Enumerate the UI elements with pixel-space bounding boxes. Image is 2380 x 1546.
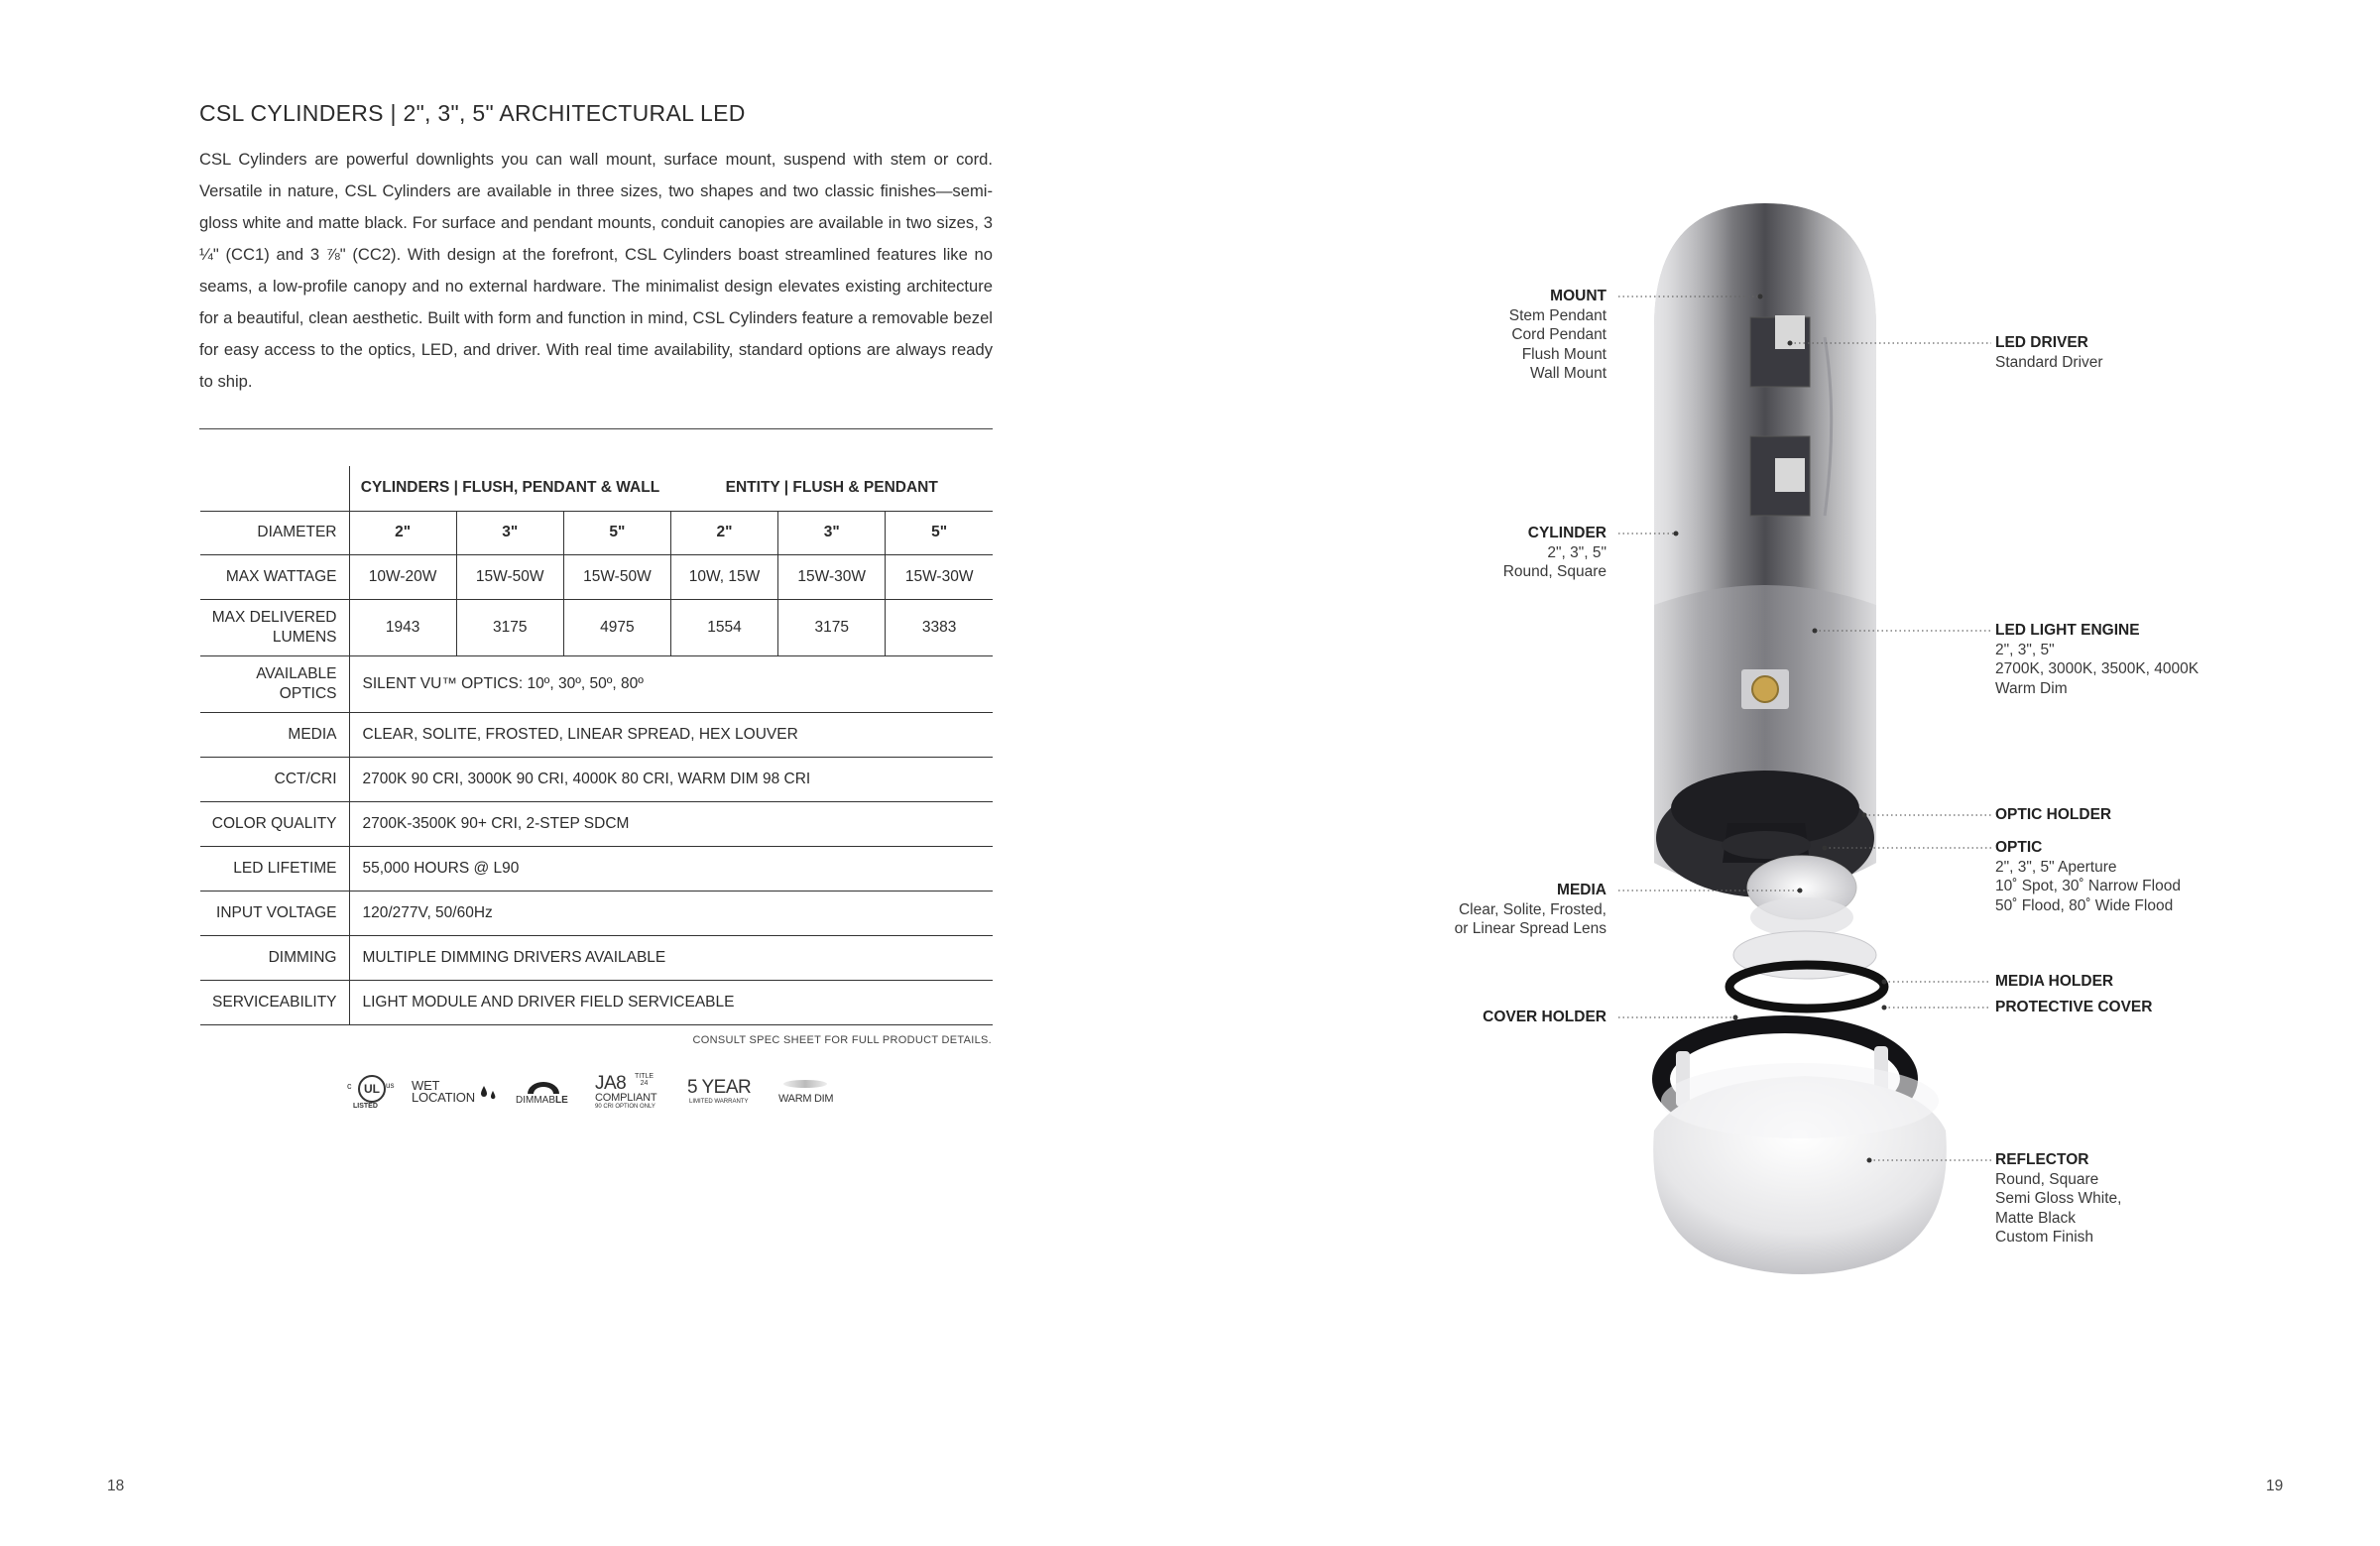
label-line: Clear, Solite, Frosted,	[1458, 900, 1606, 918]
label-title: LED LIGHT ENGINE	[1995, 622, 2140, 639]
label-line: Cord Pendant	[1511, 326, 1606, 343]
row-label: DIMMING	[200, 935, 349, 980]
label-title: CYLINDER	[1527, 525, 1606, 541]
ja8-compliant: COMPLIANT	[595, 1092, 657, 1104]
intro-paragraph: CSL Cylinders are powerful downlights you can wall mount, surface mount, suspend with stem or cord. Versatile in nature, CSL Cylinders are available in three sizes, two shapes and two classic finishes—semi-gloss white and matte black. For surface and pendant mounts, conduit canopies are available in two sizes, 3 ¼" (CC1) and 3 ⅞" (CC2). With design at the forefront, CSL Cylinders boast streamlined features like no seams, a low-profile canopy and no external hardware. The minimalist design elevates existing architecture for a beautiful, clean aesthetic. Built with form and function in mind, CSL Cylinders feature a removable bezel for easy access to the optics, LED, and driver. With real time availability, standard options are always ready to ship.	[199, 150, 993, 391]
wet-location-icon	[410, 1073, 499, 1109]
row-label: SERVICEABILITY	[200, 980, 349, 1024]
label-media	[1455, 881, 1606, 939]
table-cell: 2"	[349, 511, 456, 554]
row-label: INPUT VOLTAGE	[200, 891, 349, 935]
table-cell: LIGHT MODULE AND DRIVER FIELD SERVICEABLE	[349, 980, 993, 1024]
dimmable-a: DIMMAB	[516, 1095, 555, 1106]
label-title: OPTIC	[1995, 839, 2043, 856]
row-label: LED LIFETIME	[200, 846, 349, 891]
label-line: or Linear Spread Lens	[1454, 920, 1606, 937]
table-row	[200, 801, 993, 846]
table-cell: 15W-50W	[563, 554, 670, 599]
table-cell: 15W-30W	[886, 554, 993, 599]
table-cell: 2700K 90 CRI, 3000K 90 CRI, 4000K 80 CRI, WARM DIM 98 CRI	[349, 757, 993, 801]
ul-c: c	[347, 1081, 352, 1091]
warranty-big: 5 YEAR	[687, 1077, 752, 1098]
table-cell: 15W-30W	[778, 554, 886, 599]
table-row	[200, 757, 993, 801]
label-line: Flush Mount	[1521, 345, 1606, 363]
label-optic	[1995, 838, 2181, 915]
ja8-title: TITLE	[635, 1073, 654, 1080]
wet-line2: LOCATION	[412, 1090, 475, 1105]
ja8-note: 90 CRI OPTION ONLY	[595, 1104, 655, 1110]
label-led-driver	[1995, 333, 2103, 372]
row-label-line: AVAILABLE	[256, 664, 337, 682]
label-led-light-engine	[1995, 621, 2199, 698]
consult-note: CONSULT SPEC SHEET FOR FULL PRODUCT DETAILS.	[692, 1034, 992, 1046]
page-title: CSL CYLINDERS | 2", 3", 5" ARCHITECTURAL LED	[199, 100, 746, 126]
row-label-lumens	[200, 599, 349, 655]
label-cylinder	[1503, 524, 1606, 582]
row-label: CCT/CRI	[200, 757, 349, 801]
table-row	[200, 980, 993, 1024]
table-row	[200, 712, 993, 757]
table-cell: 4975	[563, 599, 670, 655]
table-row	[200, 599, 993, 655]
warranty-small: LIMITED WARRANTY	[689, 1099, 749, 1105]
warm-dim-label: WARM DIM	[778, 1093, 834, 1105]
label-reflector	[1995, 1150, 2121, 1248]
table-cell: 2"	[670, 511, 777, 554]
label-title: REFLECTOR	[1995, 1151, 2089, 1168]
label-line: Stem Pendant	[1508, 306, 1606, 324]
row-label-line: OPTICS	[279, 684, 337, 702]
ja8-mark: JA8	[595, 1073, 627, 1094]
table-row	[200, 935, 993, 980]
label-line: 50˚ Flood, 80˚ Wide Flood	[1995, 896, 2174, 914]
table-cell: 3175	[456, 599, 563, 655]
label-title: LED DRIVER	[1995, 334, 2088, 351]
ul-listed: LISTED	[353, 1103, 378, 1110]
group-header-entity: ENTITY | FLUSH & PENDANT	[670, 466, 993, 511]
ul-us: us	[386, 1081, 395, 1090]
label-line: 2", 3", 5"	[1995, 641, 2055, 658]
label-title: COVER HOLDER	[1483, 1009, 1606, 1025]
row-label: MEDIA	[200, 712, 349, 757]
table-cell: 3"	[456, 511, 563, 554]
label-line: Custom Finish	[1995, 1229, 2094, 1246]
label-line: 2", 3", 5"	[1547, 543, 1606, 561]
label-cover-holder	[1483, 1008, 1606, 1027]
label-line: Round, Square	[1502, 563, 1606, 580]
label-line: 2700K, 3000K, 3500K, 4000K	[1995, 660, 2200, 677]
table-cell: 3383	[886, 599, 993, 655]
row-label: COLOR QUALITY	[200, 801, 349, 846]
table-row	[200, 554, 993, 599]
water-drops-icon	[479, 1083, 499, 1103]
table-cell: 5"	[563, 511, 670, 554]
table-cell: 2700K-3500K 90+ CRI, 2-STEP SDCM	[349, 801, 993, 846]
ja8-num: 24	[640, 1080, 649, 1087]
table-corner	[200, 466, 349, 511]
row-label-optics	[200, 655, 349, 712]
label-line: 2", 3", 5" Aperture	[1995, 858, 2117, 876]
label-line: Round, Square	[1995, 1170, 2099, 1188]
table-row	[200, 846, 993, 891]
table-cell: 3"	[778, 511, 886, 554]
label-line: Warm Dim	[1995, 679, 2068, 697]
table-cell: 120/277V, 50/60Hz	[349, 891, 993, 935]
spec-table	[200, 466, 993, 1025]
label-title: MOUNT	[1550, 288, 1606, 304]
row-label-line: LUMENS	[272, 628, 337, 646]
table-cell: 1943	[349, 599, 456, 655]
table-cell: CLEAR, SOLITE, FROSTED, LINEAR SPREAD, HEX LOUVER	[349, 712, 993, 757]
label-title: MEDIA HOLDER	[1995, 973, 2114, 990]
row-label-wattage: MAX WATTAGE	[200, 554, 349, 599]
dimmable-b: LE	[555, 1095, 568, 1106]
table-cell: 5"	[886, 511, 993, 554]
table-cell: 1554	[670, 599, 777, 655]
row-label-line: MAX DELIVERED	[211, 608, 337, 626]
label-line: Wall Mount	[1530, 365, 1606, 382]
label-title: MEDIA	[1557, 882, 1606, 898]
ul-mark: UL	[358, 1075, 386, 1103]
label-line: Standard Driver	[1995, 353, 2103, 371]
warranty-icon	[686, 1073, 758, 1109]
section-divider	[199, 428, 993, 429]
row-label-diameter: DIAMETER	[200, 511, 349, 554]
group-header-cylinders: CYLINDERS | FLUSH, PENDANT & WALL	[349, 466, 670, 511]
table-cell: 10W, 15W	[670, 554, 777, 599]
dimmable-icon	[514, 1073, 577, 1109]
label-optic-holder	[1995, 805, 2111, 825]
table-cell: 55,000 HOURS @ L90	[349, 846, 993, 891]
table-cell: 10W-20W	[349, 554, 456, 599]
label-title: OPTIC HOLDER	[1995, 806, 2112, 823]
table-cell: 3175	[778, 599, 886, 655]
label-line: 10˚ Spot, 30˚ Narrow Flood	[1995, 878, 2181, 894]
label-line: Matte Black	[1995, 1209, 2076, 1227]
label-protective-cover	[1995, 998, 2152, 1017]
table-row	[200, 655, 993, 712]
warm-dim-gradient-icon	[781, 1077, 829, 1091]
wet-line1: WET	[412, 1078, 440, 1093]
table-cell: SILENT VU™ OPTICS: 10º, 30º, 50º, 80º	[349, 655, 993, 712]
table-row	[200, 511, 993, 554]
warm-dim-icon	[775, 1073, 839, 1109]
page-number-right: 19	[2266, 1478, 2284, 1494]
dimmable-arc-icon	[526, 1081, 561, 1095]
table-cell: MULTIPLE DIMMING DRIVERS AVAILABLE	[349, 935, 993, 980]
ul-listed-icon	[345, 1073, 395, 1111]
label-mount	[1509, 287, 1606, 384]
page-number-left: 18	[107, 1478, 125, 1494]
leader-lines	[1587, 278, 2003, 1190]
ja8-icon	[593, 1073, 668, 1113]
table-row	[200, 891, 993, 935]
label-media-holder	[1995, 972, 2113, 992]
table-cell: 15W-50W	[456, 554, 563, 599]
label-title: PROTECTIVE COVER	[1995, 999, 2153, 1015]
label-line: Semi Gloss White,	[1995, 1190, 2122, 1207]
table-header-row	[200, 466, 993, 511]
